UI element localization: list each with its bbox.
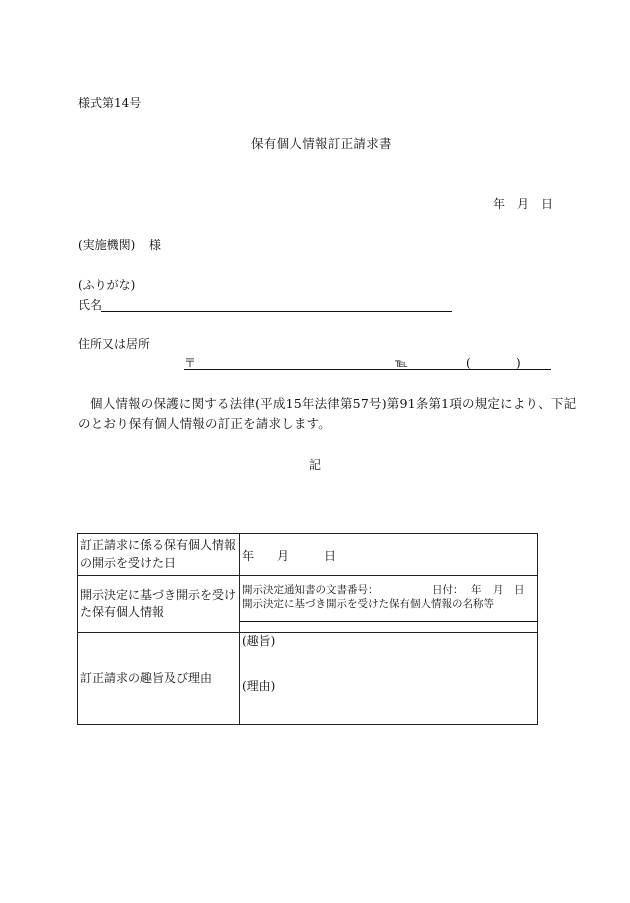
postal-mark: 〒 [184,356,197,370]
table-row-disclosed-info [78,576,538,633]
row1-label-cell [78,534,240,576]
table-row-disclosure-date [78,534,538,576]
row2-doc-number-label: 開示決定通知書の文書番号： [242,584,379,596]
furigana-label: (ふりがな) [78,278,136,292]
row1-label-line2: の開示を受けた日 [80,555,177,570]
row3-value-cell[interactable] [240,633,538,725]
tel-mark: ℡ [395,356,408,370]
date-year-label: 年 [493,197,506,211]
row2-day: 日 [514,584,525,596]
body-line-2: のとおり保有個人情報の訂正を請求します。 [78,416,332,431]
row1-year: 年 [242,548,255,563]
row2-date-label: 日付： [432,584,464,596]
row2-name-label: 開示決定に基づき開示を受けた保有個人情報の名称等 [242,598,494,610]
body-line-1: 個人情報の保護に関する法律(平成15年法律第57号)第91条第1項の規定により、下記 [90,396,577,411]
row2-label-cell [78,576,240,633]
row3-label: 訂正請求の趣旨及び理由 [80,670,213,685]
address-field-line[interactable] [184,369,551,370]
row3-label-cell [78,633,240,725]
row2-inner-divider [240,621,537,622]
date-month-label: 月 [517,197,530,211]
date-day-label: 日 [541,197,554,211]
name-label: 氏名 [78,298,103,312]
row2-label-line1: 開示決定に基づき開示を受け [80,587,237,602]
row1-month: 月 [277,548,290,563]
row3-purpose-label: (趣旨) [242,634,276,648]
tel-paren-open: ( [466,356,471,370]
page-title: 保有個人情報訂正請求書 [251,136,392,151]
name-field-line[interactable] [101,311,452,312]
form-number: 様式第14号 [78,96,142,110]
addressee-honorific: 様 [149,238,162,252]
row2-label-line2: た保有個人情報 [80,605,165,619]
tel-paren-close: ) [516,356,521,370]
address-label: 住所又は居所 [78,337,151,351]
row3-reason-label: (理由) [242,679,276,693]
row1-value-cell[interactable] [240,534,538,576]
row2-month: 月 [493,584,504,596]
table-row-purpose-reason [78,633,538,725]
addressee-org: (実施機関) [78,238,136,252]
row1-label-line1: 訂正請求に係る保有個人情報 [80,538,237,553]
request-table [77,533,538,725]
ki-heading: 記 [309,458,322,472]
row2-year: 年 [471,584,482,596]
row2-value-cell[interactable] [240,576,538,633]
row1-day: 日 [324,548,337,563]
